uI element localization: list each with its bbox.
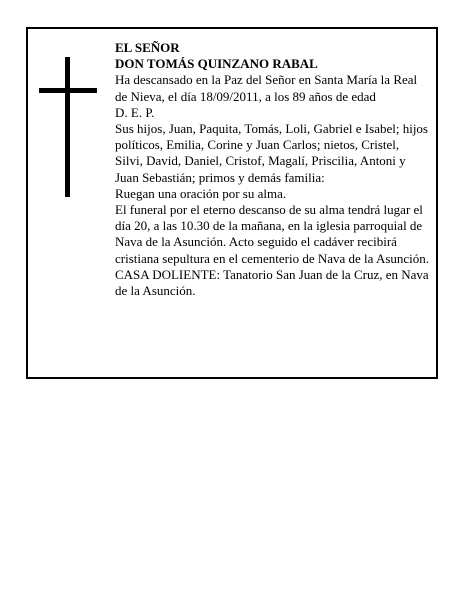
cross-icon-bar: [39, 88, 97, 93]
prayer-request: Ruegan una oración por su alma.: [115, 185, 287, 201]
mourning-house: CASA DOLIENTE: Tanatorio San Juan de la Cruz, en Nava de la Asunción.: [115, 266, 429, 299]
notice-text: [115, 40, 430, 299]
deceased-name: DON TOMÁS QUINZANO RABAL: [115, 56, 318, 72]
cross-icon: [65, 57, 70, 197]
obituary-notice: [26, 27, 438, 379]
rip-text: D. E. P.: [115, 104, 155, 120]
death-announcement: Ha descansado en la Paz del Señor en Santa María la Real de Nieva, el día 18/09/2011, a los 89 años de edad: [115, 72, 418, 104]
family-list: Sus hijos, Juan, Paquita, Tomás, Loli, Gabriel e Isabel; hijos políticos, Emilia, Corine y Juan Carlos; nietos, Cristel, Silvi, David, Daniel, Cristof, Magalí, Priscilia, Antoni y Juan Sebastián; primos y demás familia:: [115, 121, 428, 185]
funeral-details: El funeral por el eterno descanso de su alma tendrá lugar el día 20, a las 10.30 de la mañana, en la iglesia parroquial de Nava de la Asunción. Acto seguido el cadáver recibirá cristiana sepultura en el cementerio de Nava de la Asunción.: [115, 202, 430, 266]
notice-title: EL SEÑOR: [115, 40, 180, 55]
